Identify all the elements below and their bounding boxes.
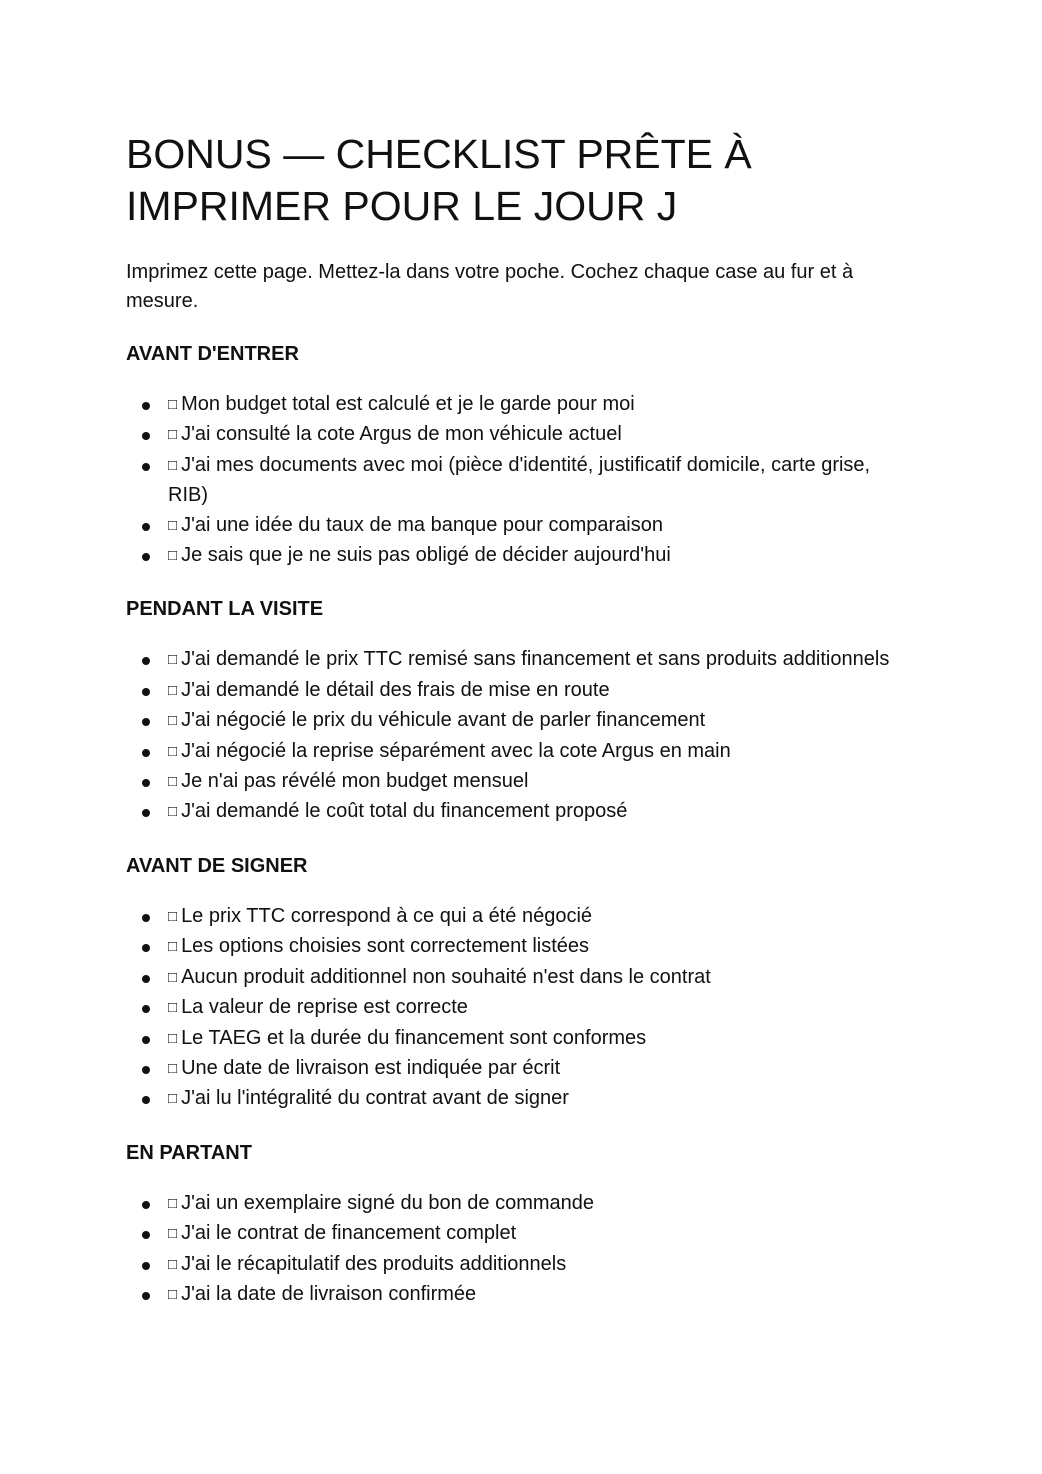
checkbox-icon: □ xyxy=(168,516,178,534)
bullet-dot-icon xyxy=(142,944,150,952)
checklist-item-label: J'ai le contrat de financement complet xyxy=(181,1222,517,1245)
checklist-item xyxy=(126,902,908,932)
checkbox-icon: □ xyxy=(168,907,178,925)
bullet-dot-icon xyxy=(142,809,150,817)
bullet-dot-icon xyxy=(142,914,150,922)
section-heading: AVANT D'ENTRER xyxy=(126,343,299,365)
checklist-item xyxy=(126,706,908,736)
checklist-item xyxy=(126,390,908,420)
checkbox-icon: □ xyxy=(168,1225,178,1243)
checkbox-icon: □ xyxy=(168,426,178,444)
checklist xyxy=(126,902,912,1115)
checklist-item xyxy=(126,963,908,993)
checklist-item xyxy=(126,676,908,706)
bullet-dot-icon xyxy=(142,463,150,471)
checklist-item xyxy=(126,1084,908,1114)
checkbox-icon: □ xyxy=(168,803,178,821)
bullet-dot-icon xyxy=(142,402,150,410)
checklist-item-label: Une date de livraison est indiquée par écrit xyxy=(181,1056,561,1079)
bullet-dot-icon xyxy=(142,749,150,757)
bullet-dot-icon xyxy=(142,657,150,665)
checkbox-icon: □ xyxy=(168,396,178,413)
checklist-item xyxy=(126,645,908,675)
checklist-item-label: Aucun produit additionnel non souhaité n'est dans le contrat xyxy=(181,965,711,988)
checklist-sections xyxy=(126,340,912,1310)
checklist-item-label: J'ai mes documents avec moi (pièce d'identité, justificatif domicile, carte grise, RIB) xyxy=(168,453,871,507)
checklist-item xyxy=(126,1280,908,1310)
checkbox-icon: □ xyxy=(168,968,178,986)
checklist-item-label: Je n'ai pas révélé mon budget mensuel xyxy=(181,770,529,793)
checklist-item-label: J'ai une idée du taux de ma banque pour comparaison xyxy=(181,513,663,536)
checklist-item-label: Le TAEG et la durée du financement sont conformes xyxy=(181,1026,647,1049)
checklist-item xyxy=(126,1250,908,1280)
bullet-dot-icon xyxy=(142,1036,150,1044)
bullet-dot-icon xyxy=(142,553,150,561)
checklist xyxy=(126,645,912,827)
checkbox-icon: □ xyxy=(168,456,178,474)
checklist-item xyxy=(126,993,908,1023)
checkbox-icon: □ xyxy=(168,773,178,791)
checkbox-icon: □ xyxy=(168,1090,178,1108)
checklist-item xyxy=(126,737,908,767)
checklist-item xyxy=(126,767,908,797)
checklist xyxy=(126,390,912,571)
intro-paragraph: Imprimez cette page. Mettez-la dans votre poche. Cochez chaque case au fur et à mesure. xyxy=(126,261,854,312)
checkbox-icon: □ xyxy=(168,742,178,760)
checklist-item xyxy=(126,420,908,450)
bullet-dot-icon xyxy=(142,523,150,531)
bullet-dot-icon xyxy=(142,1292,150,1300)
checklist-item xyxy=(126,451,908,511)
checklist-item-label: J'ai négocié le prix du véhicule avant de parler financement xyxy=(181,709,706,732)
checklist-item xyxy=(126,1054,908,1084)
bullet-dot-icon xyxy=(142,718,150,726)
checklist-item-label: J'ai demandé le détail des frais de mise en route xyxy=(181,678,610,701)
checkbox-icon: □ xyxy=(168,938,178,956)
checklist-item-label: J'ai le récapitulatif des produits additionnels xyxy=(181,1252,567,1275)
checkbox-icon: □ xyxy=(168,1194,178,1212)
checklist-item-label: Le prix TTC correspond à ce qui a été négocié xyxy=(181,904,593,927)
checkbox-icon: □ xyxy=(168,1285,178,1303)
checklist-item-label: Les options choisies sont correctement listées xyxy=(181,935,590,958)
section-heading: AVANT DE SIGNER xyxy=(126,854,308,877)
bullet-dot-icon xyxy=(142,1262,150,1270)
checkbox-icon: □ xyxy=(168,1059,178,1077)
checklist-item-label: Je sais que je ne suis pas obligé de décider aujourd'hui xyxy=(181,544,671,567)
section-heading: PENDANT LA VISITE xyxy=(126,598,324,621)
checklist-item-label: Mon budget total est calculé et je le garde pour moi xyxy=(181,393,635,415)
bullet-dot-icon xyxy=(142,975,150,983)
bullet-dot-icon xyxy=(142,779,150,787)
checklist-item xyxy=(126,932,908,962)
bullet-dot-icon xyxy=(142,688,150,696)
checkbox-icon: □ xyxy=(168,681,178,699)
bullet-dot-icon xyxy=(142,1096,150,1104)
checklist-item-label: J'ai demandé le coût total du financement proposé xyxy=(181,800,628,823)
checklist-item-label: J'ai lu l'intégralité du contrat avant de signer xyxy=(181,1087,569,1110)
checklist-item-label: J'ai demandé le prix TTC remisé sans financement et sans produits additionnels xyxy=(181,648,890,671)
section-heading: EN PARTANT xyxy=(126,1141,252,1164)
checklist-item-label: La valeur de reprise est correcte xyxy=(181,996,468,1019)
checkbox-icon: □ xyxy=(168,999,178,1017)
checklist-item-label: J'ai consulté la cote Argus de mon véhicule actuel xyxy=(181,423,622,446)
checklist xyxy=(126,1189,912,1311)
bullet-dot-icon xyxy=(142,1201,150,1209)
bullet-dot-icon xyxy=(142,432,150,440)
checklist-item xyxy=(126,1189,908,1219)
checklist-item-label: J'ai négocié la reprise séparément avec la cote Argus en main xyxy=(181,739,731,762)
checkbox-icon: □ xyxy=(168,547,178,565)
checkbox-icon: □ xyxy=(168,712,178,730)
checklist-item xyxy=(126,511,908,541)
checkbox-icon: □ xyxy=(168,1029,178,1047)
bullet-dot-icon xyxy=(142,1005,150,1013)
page-title: BONUS — CHECKLIST PRÊTE À IMPRIMER POUR LE JOUR J xyxy=(126,131,752,229)
checklist-item-label: J'ai un exemplaire signé du bon de commande xyxy=(181,1191,595,1214)
checklist-item xyxy=(126,1024,908,1054)
checklist-item xyxy=(126,541,908,571)
bullet-dot-icon xyxy=(142,1231,150,1239)
checklist-item xyxy=(126,797,908,827)
checklist-item xyxy=(126,1219,908,1249)
checklist-item-label: J'ai la date de livraison confirmée xyxy=(181,1282,477,1305)
checkbox-icon: □ xyxy=(168,651,178,669)
checkbox-icon: □ xyxy=(168,1255,178,1273)
bullet-dot-icon xyxy=(142,1066,150,1074)
